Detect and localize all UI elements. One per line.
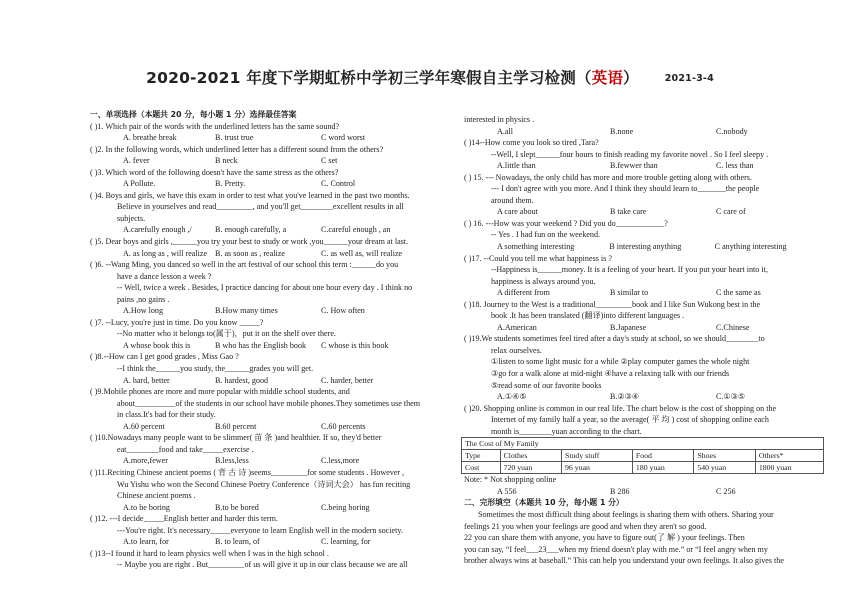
table-header-cell: Clothes — [500, 450, 561, 462]
option-b: B.60 percent — [215, 421, 257, 431]
question-line: ( )9.Mobile phones are more and more popular with middle school students, and — [90, 387, 350, 397]
option-c: C.less,more — [321, 456, 360, 466]
title-close: ） — [623, 69, 639, 87]
question-continuation: -- Well, twice a week . Besides, I practice dancing for about one hour every day . I think no — [117, 283, 413, 293]
title-main: 2020-2021 年度下学期虹桥中学初三学年寒假自主学习检测（ — [146, 69, 592, 87]
option-c: C.60 percents — [321, 421, 366, 431]
question-continuation: have a dance lesson a week ? — [117, 271, 212, 281]
option-c: C.nobody — [716, 126, 748, 136]
question-continuation: Believe in yourselves and read_________, and you'll get________excellent results in all — [117, 202, 404, 212]
question-line: ( )17. --Could you tell me what happiness is ? — [464, 253, 612, 263]
option-c: C.careful enough , an — [321, 225, 391, 235]
question-line: ( )20. Shopping online is common in our real life. The chart below is the cost of shopping on the — [464, 403, 777, 413]
answer-options — [90, 536, 462, 548]
option-b: B neck — [215, 156, 238, 166]
option-c: C care of — [716, 207, 746, 217]
answer-options — [90, 455, 462, 467]
option-b: B. as soon as , realize — [215, 248, 285, 258]
title-subject: 英语 — [591, 69, 624, 87]
question-line: ( )12. ---I decide_____English better and harder this term. — [90, 514, 278, 524]
answer-options — [464, 206, 824, 218]
question-continuation: --No matter who it belongs to(属于)，put it on the shelf over there. — [117, 329, 336, 339]
question-line: ( )2. In the following words, which underlined letter has a different sound from the others? — [90, 144, 384, 154]
answer-options — [464, 241, 824, 253]
option-c: C. learning, for — [321, 537, 371, 547]
option-a: A.American — [497, 322, 537, 332]
question-line: ( )4. Boys and girls, we have this exam in order to test what you've learned in the past two months. — [90, 190, 410, 200]
answer-options — [90, 305, 462, 317]
answer-options — [464, 160, 824, 172]
option-b: B. Pretty. — [215, 179, 246, 189]
option-c: C. as well as, will realize — [321, 248, 403, 258]
option-a: A 556 — [497, 486, 517, 496]
option-b: B similar to — [610, 288, 649, 298]
option-c: C. How often — [321, 306, 365, 316]
question-continuation: ⑤read some of our favorite books — [491, 380, 602, 390]
question-continuation: book .It has been translated (翻译)into different languages . — [491, 311, 685, 321]
option-c: C.①③⑤ — [716, 392, 746, 402]
answer-options — [464, 322, 824, 334]
question-line: ( )7. --Lucy, you're just in time. Do you know _____? — [90, 317, 264, 327]
question-continuation: -- Maybe you are right . But_________of us will give it up in our class because we are all — [117, 560, 408, 570]
option-b: B. trust true — [215, 133, 254, 143]
answer-options — [90, 224, 462, 236]
option-b: B.to be bored — [215, 502, 259, 512]
question-continuation: Wu Yishu who won the Second Chinese Poetry Conference（诗词大会） has fun reciting — [117, 479, 411, 489]
answer-options — [464, 126, 824, 138]
passage-line: brother always wins at baseball.” This can help you understand your own feelings. It also gives the — [464, 556, 784, 566]
question-line: ( )3. Which word of the following doesn't have the same stress as the others? — [90, 167, 339, 177]
option-c: C.Chinese — [716, 322, 750, 332]
option-a: A.to learn, for — [123, 537, 169, 547]
question-line: ( )10.Nowadays many people want to be slimmer( 苗 条 )and healthier. If so, they'd better — [90, 433, 382, 443]
answer-options — [90, 502, 462, 514]
option-b: B.②③④ — [610, 392, 640, 402]
question-continuation: happiness is always around you. — [491, 276, 596, 286]
right-column — [464, 114, 824, 567]
question-line: ( )5. Dear boys and girls ,______you try your best to study or work ,you______your dream at last. — [90, 237, 409, 247]
option-a: A.carefully enough ,/ — [123, 225, 192, 235]
cloze-passage — [464, 509, 824, 567]
table-header-cell: Others* — [755, 450, 823, 462]
option-c: C. less than — [716, 161, 754, 171]
question-line: ( )19.We students sometimes feel tired after a day's study at school, so we should________to — [464, 334, 765, 344]
question-continuation: month is________yuan according to the chart. — [491, 426, 642, 436]
question-continuation: ①listen to some light music for a while ②play computer games the whole night — [491, 357, 750, 367]
option-b: B.How many times — [215, 306, 278, 316]
option-a: A.60 percent — [123, 421, 165, 431]
option-b: B. hardest, good — [215, 375, 269, 385]
option-c: C word worst — [321, 133, 366, 143]
table-header-row — [462, 450, 824, 462]
answer-options — [90, 132, 462, 144]
question-line: ( )11.Reciting Chinese ancient poems ( 背 古 诗 )seems_________for some students . However , — [90, 467, 405, 477]
question-line: interested in physics . — [464, 115, 535, 124]
option-a: A.to be boring — [123, 502, 170, 512]
section-heading-cloze: 二、完形填空（本题共 10 分，每小题 1 分） — [464, 498, 624, 508]
table-cell: 96 yuan — [562, 462, 633, 474]
table-row — [462, 462, 824, 474]
answer-options — [90, 340, 462, 352]
question-continuation: about__________of the students in our school have mobile phones.They sometimes use them — [117, 398, 421, 408]
question-continuation: ---You're right. It's necessary_____everyone to learn English well in the modern society. — [117, 525, 403, 535]
right-questions — [464, 114, 824, 437]
passage-line: Sometimes the most difficult thing about feelings is sharing them with others. Sharing your — [478, 509, 774, 519]
option-a: A care about — [497, 207, 538, 217]
question-continuation: Internet of my family half a year, so the average( 平 均 ) cost of shopping online each — [491, 415, 769, 425]
question-continuation: pains ,no gains . — [117, 294, 170, 304]
option-a: A.all — [497, 126, 513, 136]
table-cell: 1800 yuan — [755, 462, 823, 474]
table-cell: 540 yuan — [694, 462, 755, 474]
option-c: C whose is this book — [321, 340, 389, 350]
option-b: B.fewwer than — [610, 161, 658, 171]
answer-options — [90, 375, 462, 387]
option-c: C. harder, better — [321, 375, 374, 385]
question-continuation: ③go for a walk alone at mid-night ④have a relaxing talk with our friends — [491, 369, 730, 379]
table-cell: 720 yuan — [500, 462, 561, 474]
answer-options — [464, 287, 824, 299]
passage-line: you can say, “I feel___23___when my friend doesn't play with me.” or “I feel angry when my — [464, 544, 768, 554]
option-b: B. enough carefully, a — [215, 225, 287, 235]
option-a: A something interesting — [497, 242, 575, 252]
table-header-cell: Shoes — [694, 450, 755, 462]
question-line: ( )1. Which pair of the words with the underlined letters has the same sound? — [90, 121, 340, 131]
passage-line: feelings 21 you when your feelings are good and when they aren't so good. — [464, 521, 707, 531]
question-continuation: Chinese ancient poems . — [117, 491, 196, 501]
option-a: A.How long — [123, 306, 164, 316]
question-line: ( ) 16. ---How was your weekend ? Did you do____________? — [464, 218, 668, 228]
question-line: ( )18. Journey to the West is a traditional_________book and I like Sun Wukong best in the — [464, 299, 761, 309]
option-a: A. breathe break — [123, 133, 177, 143]
table-caption: The Cost of My Family — [462, 438, 824, 450]
table-header-cell: Type — [462, 450, 501, 462]
question-continuation: -- Yes . I had fun on the weekend. — [491, 230, 601, 240]
option-c: C 256 — [716, 486, 736, 496]
question-continuation: --Happiness is______money. It is a feeling of your heart. If you put your heart into it, — [491, 265, 768, 275]
option-a: A.little than — [497, 161, 536, 171]
answer-options — [90, 248, 462, 260]
option-a: A Pollute. — [123, 179, 156, 189]
option-c: C. Control — [321, 179, 356, 189]
exam-date: 2021-3-4 — [664, 73, 714, 84]
option-a: A whose book this is — [123, 340, 191, 350]
option-a: A different from — [497, 288, 550, 298]
option-a: A. fever — [123, 156, 150, 166]
answer-options — [90, 178, 462, 190]
option-b: B. to learn, of — [215, 537, 260, 547]
question-continuation: eat________food and take_____exercise . — [117, 444, 254, 454]
cost-table — [461, 437, 824, 474]
question-line: ( )8.--How can I get good grades , Miss Gao ? — [90, 352, 239, 362]
answer-options — [90, 155, 462, 167]
question-continuation: --- I don't agree with you more. And I think they should learn to_______the people — [491, 184, 760, 194]
option-b: B 286 — [610, 486, 630, 496]
option-c: C set — [321, 156, 338, 166]
table-cell: Cost — [462, 462, 501, 474]
option-c: C the same as — [716, 288, 761, 298]
question-continuation: --I think the______you study, the______grades you will get. — [117, 364, 314, 374]
question-line: ( )14--How come you look so tired ,Tara? — [464, 138, 599, 148]
question-continuation: subjects. — [117, 213, 146, 223]
question-continuation: around them. — [491, 195, 534, 205]
q20-options — [464, 486, 824, 498]
question-continuation: relax ourselves. — [491, 345, 542, 355]
option-a: A. as long as , will realize — [123, 248, 208, 258]
table-header-cell: Study stuff — [562, 450, 633, 462]
question-line: ( )13--I found it hard to learn physics well when I was in the high school . — [90, 548, 329, 558]
section-heading: 一、单项选择（本题共 20 分，每小题 1 分）选择最佳答案 — [90, 110, 297, 119]
option-b: B.none — [610, 126, 634, 136]
question-continuation: in class.It's bad for their study. — [117, 410, 216, 420]
answer-options — [464, 391, 824, 403]
option-a: A.①④⑤ — [497, 392, 527, 402]
question-line: ( ) 15. --- Nowadays, the only child has more and more trouble getting along with others. — [464, 172, 752, 182]
option-a: A. hard, better — [123, 375, 170, 385]
passage-line: 22 you can share them with anyone, you have to figure out(了 解 ) your feelings. Then — [464, 533, 745, 543]
table-header-cell: Food — [632, 450, 693, 462]
table-cell: 180 yuan — [632, 462, 693, 474]
page-title — [0, 66, 860, 88]
option-b: B who has the English book — [215, 340, 307, 350]
question-line: ( )6. --Wang Ming, you danced so well in the art festival of our school this term :______do you — [90, 260, 399, 270]
answer-options — [90, 421, 462, 433]
option-c: C anything interesting — [714, 242, 787, 252]
option-c: C.being boring — [321, 502, 370, 512]
option-b: B.less,less — [215, 456, 249, 466]
option-b: B interesting anything — [609, 242, 682, 252]
table-note: Note: * Not shopping online — [464, 475, 557, 485]
question-continuation: --Well, I slept______four hours to finish reading my favorite novel . So I feel sleepy . — [491, 149, 769, 159]
option-a: A.more,fewer — [123, 456, 168, 466]
option-b: B.Japanese — [610, 322, 647, 332]
left-column — [90, 109, 462, 571]
option-b: B take care — [610, 207, 647, 217]
